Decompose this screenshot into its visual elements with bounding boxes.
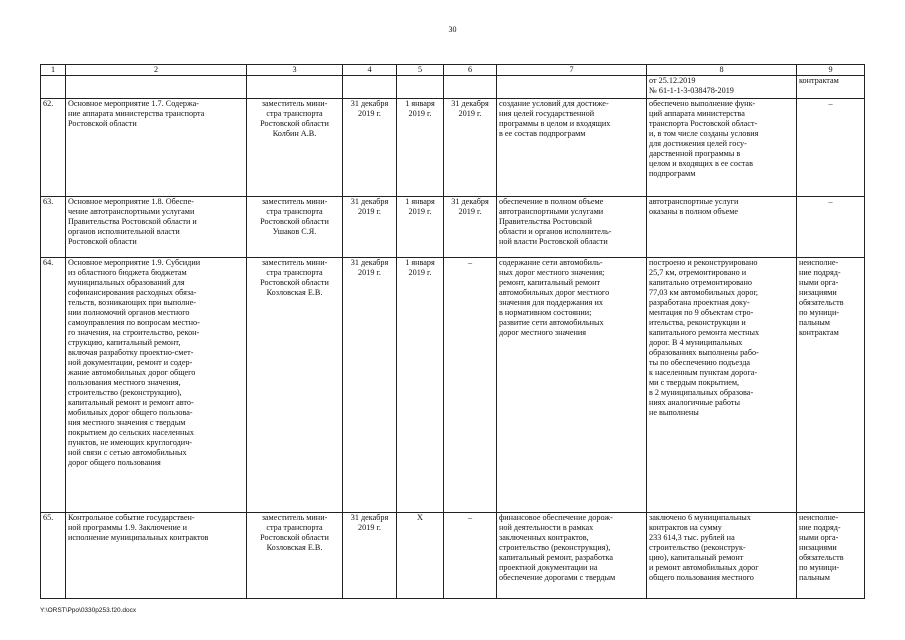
- column-number: 3: [247, 65, 343, 76]
- row-number-cell: 62.: [41, 99, 66, 197]
- fact-start-date-cell: 1 января 2019 г.: [397, 258, 444, 513]
- row-number-cell: 63.: [41, 197, 66, 258]
- fact-end-date-cell: –: [444, 258, 497, 513]
- actual-result-cell: построено и реконструировано 25,7 км, отремонтировано и капитально отремонтировано 77,03 км автомобильных дорог, разработана проектная доку- ментация по 9 объектам стро- ительства, реконструкции и капитального ремонта местных дорог. В 4 муниципальных образованиях выполнены рабо- ты по обеспечению подъезда к населенным пунктам дорога- ми с твердым покрытием, в 2 муниципальных образова- ниях аналогичные работы не выполнены: [647, 258, 797, 513]
- row-number-cell: 64.: [41, 258, 66, 513]
- column-number: 8: [647, 65, 797, 76]
- report-table: [40, 64, 865, 599]
- table-row: [41, 258, 865, 513]
- plan-end-date-cell: 31 декабря 2019 г.: [343, 513, 397, 599]
- executor-cell: заместитель мини- стра транспорта Ростовской области Козловская Е.В.: [247, 513, 343, 599]
- plan-end-date-cell: 31 декабря 2019 г.: [343, 99, 397, 197]
- carry-over-row: [41, 76, 865, 99]
- column-number: 9: [797, 65, 865, 76]
- fact-start-date-cell: 1 января 2019 г.: [397, 197, 444, 258]
- executor-cell: заместитель мини- стра транспорта Ростовской области Колбин А.В.: [247, 99, 343, 197]
- column-number: 2: [66, 65, 247, 76]
- plan-end-date-cell: 31 декабря 2019 г.: [343, 197, 397, 258]
- table-row: [41, 197, 865, 258]
- planned-result-cell: финансовое обеспечение дорож- ной деятельности в рамках заключенных контрактов, строительство (реконструкция), капитальный ремонт, разработка проектной документации на обеспечение дорогами с твердым: [497, 513, 647, 599]
- planned-result-cell: обеспечение в полном объеме автотранспортными услугами Правительства Ростовской области и органов исполнитель- ной власти Ростовской области: [497, 197, 647, 258]
- document-file-path: Y:\ORST\Ppo\0330p253.f20.docx: [40, 607, 137, 614]
- column-number: 7: [497, 65, 647, 76]
- column-number: 4: [343, 65, 397, 76]
- actual-result-cell: от 25.12.2019 № 61-1-1-3-038478-2019: [647, 76, 797, 99]
- actual-result-cell: обеспечено выполнение функ- ций аппарата министерства транспорта Ростовской област- и, в том числе созданы условия для достижения целей госу- дарственной программы в целом и входящих в ее состав подпрограмм: [647, 99, 797, 197]
- activity-name-cell: Контрольное событие государствен- ной программы 1.9. Заключение и исполнение муниципальных контрактов: [66, 513, 247, 599]
- column-number: 5: [397, 65, 444, 76]
- column-number: 1: [41, 65, 66, 76]
- fact-end-date-cell: 31 декабря 2019 г.: [444, 99, 497, 197]
- actual-result-cell: заключено 6 муниципальных контрактов на сумму 233 614,3 тыс. рублей на строительство (реконструк- цию), капитальный ремонт и ремонт автомобильных дорог общего пользования местного: [647, 513, 797, 599]
- table-row: [41, 99, 865, 197]
- fact-end-date-cell: 31 декабря 2019 г.: [444, 197, 497, 258]
- column-number: 6: [444, 65, 497, 76]
- reason-cell: –: [797, 99, 865, 197]
- activity-name-cell: Основное мероприятие 1.9. Субсидии из областного бюджета бюджетам муниципальных образований для софинансирования расходных обяза- тельств, возникающих при выполне- нии полномочий органов местного самоуправления по вопросам местно- го значения, на строительство, рекон- струкцию, капитальный ремонт, включая разработку проектно-смет- ной документации, ремонт и содер- жание автомобильных дорог общего пользования местного значения, строительство (реконструкцию), капитальный ремонт и ремонт авто- мобильных дорог общего пользова- ния местного значения с твердым покрытием до сельских населенных пунктов, не имеющих круглогодич- ной связи с сетью автомобильных дорог общего пользования: [66, 258, 247, 513]
- activity-name-cell: Основное мероприятие 1.7. Содержа- ние аппарата министерства транспорта Ростовской области: [66, 99, 247, 197]
- planned-result-cell: содержание сети автомобиль- ных дорог местного значения; ремонт, капитальный ремонт автомобильных дорог местного значения для поддержания их в нормативном состоянии; развитие сети автомобильных дорог местного значения: [497, 258, 647, 513]
- executor-cell: заместитель мини- стра транспорта Ростовской области Ушаков С.Я.: [247, 197, 343, 258]
- actual-result-cell: автотранспортные услуги оказаны в полном объеме: [647, 197, 797, 258]
- reason-cell: –: [797, 197, 865, 258]
- fact-start-date-cell: 1 января 2019 г.: [397, 99, 444, 197]
- reason-cell: неисполне- ние подряд- ными орга- низациями обязательств по муници- пальным: [797, 513, 865, 599]
- column-number-row: [41, 65, 865, 76]
- executor-cell: заместитель мини- стра транспорта Ростовской области Козловская Е.В.: [247, 258, 343, 513]
- table-row: [41, 513, 865, 599]
- activity-name-cell: Основное мероприятие 1.8. Обеспе- чение автотранспортными услугами Правительства Ростовской области и органов исполнительной власти Ростовской области: [66, 197, 247, 258]
- fact-end-date-cell: –: [444, 513, 497, 599]
- row-number-cell: 65.: [41, 513, 66, 599]
- reason-cell: контрактам: [797, 76, 865, 99]
- fact-start-date-cell: Х: [397, 513, 444, 599]
- reason-cell: неисполне- ние подряд- ными орга- низациями обязательств по муници- пальным контрактам: [797, 258, 865, 513]
- plan-end-date-cell: 31 декабря 2019 г.: [343, 258, 397, 513]
- page-number: 30: [448, 25, 457, 34]
- planned-result-cell: создание условий для достиже- ния целей государственной программы в целом и входящих в ее состав подпрограмм: [497, 99, 647, 197]
